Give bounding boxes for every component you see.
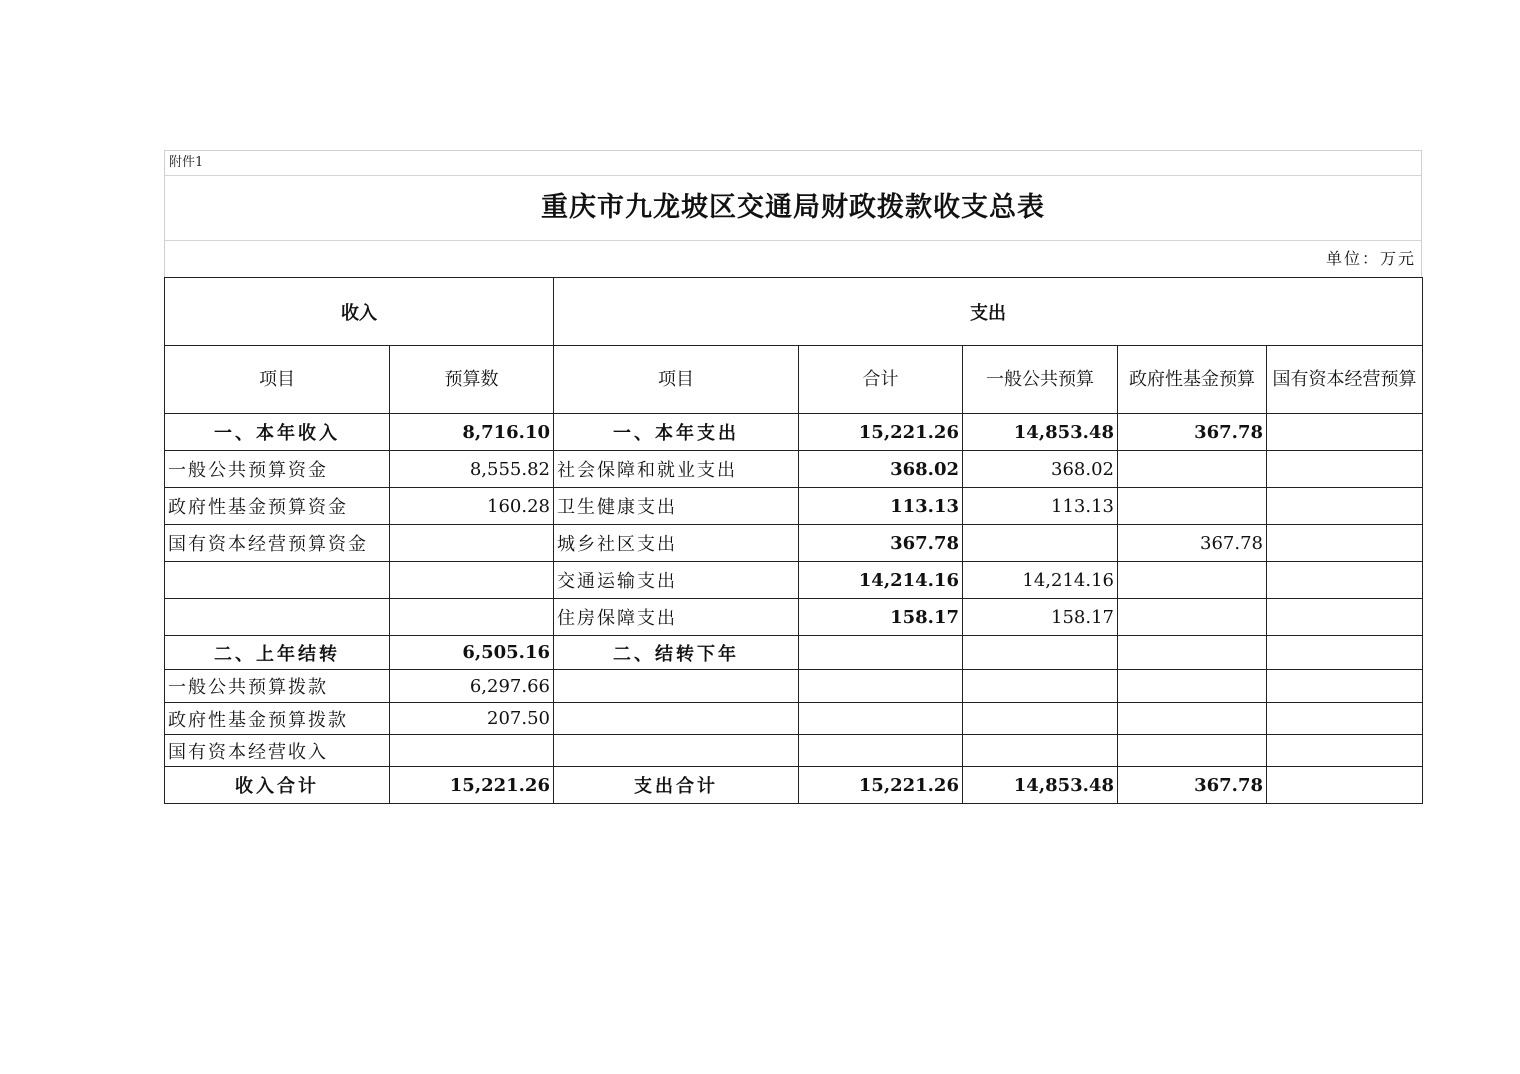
gov-fund-cell: [1118, 562, 1267, 599]
income-value-cell: [390, 599, 554, 636]
income-item-cell: 政府性基金预算拨款: [165, 703, 390, 735]
table-row: [165, 599, 1423, 636]
state-capital-cell: [1267, 670, 1423, 703]
state-capital-cell: [1267, 599, 1423, 636]
table-row: [165, 767, 1423, 804]
income-budget-header: 预算数: [390, 346, 554, 414]
general-budget-header: 一般公共预算: [963, 346, 1118, 414]
table-body: [165, 414, 1423, 804]
general-budget-cell: [963, 525, 1118, 562]
gov-fund-cell: [1118, 599, 1267, 636]
expense-item-cell: 二、结转下年: [554, 636, 799, 670]
expense-item-cell: [554, 670, 799, 703]
total-cell: 15,221.26: [799, 767, 963, 804]
total-cell: 14,214.16: [799, 562, 963, 599]
income-value-cell: 6,297.66: [390, 670, 554, 703]
income-value-cell: 207.50: [390, 703, 554, 735]
expense-item-cell: 城乡社区支出: [554, 525, 799, 562]
total-cell: 113.13: [799, 488, 963, 525]
column-header-row: [165, 346, 1423, 414]
income-value-cell: [390, 525, 554, 562]
total-cell: [799, 735, 963, 767]
table-row: [165, 562, 1423, 599]
table-row: [165, 670, 1423, 703]
income-value-cell: 6,505.16: [390, 636, 554, 670]
state-capital-cell: [1267, 525, 1423, 562]
income-item-cell: [165, 562, 390, 599]
total-cell: [799, 670, 963, 703]
total-cell: [799, 703, 963, 735]
expense-item-cell: 支出合计: [554, 767, 799, 804]
expense-item-header: 项目: [554, 346, 799, 414]
gov-fund-cell: 367.78: [1118, 414, 1267, 451]
total-header: 合计: [799, 346, 963, 414]
income-item-cell: 国有资本经营收入: [165, 735, 390, 767]
income-value-cell: 15,221.26: [390, 767, 554, 804]
expense-item-cell: [554, 735, 799, 767]
income-section-header: 收入: [165, 278, 554, 346]
general-budget-cell: [963, 636, 1118, 670]
gov-fund-cell: [1118, 451, 1267, 488]
table-row: [165, 488, 1423, 525]
state-capital-cell: [1267, 703, 1423, 735]
state-capital-cell: [1267, 488, 1423, 525]
state-capital-cell: [1267, 735, 1423, 767]
general-budget-cell: 158.17: [963, 599, 1118, 636]
total-cell: 368.02: [799, 451, 963, 488]
income-value-cell: [390, 562, 554, 599]
state-capital-cell: [1267, 451, 1423, 488]
general-budget-cell: [963, 670, 1118, 703]
state-capital-cell: [1267, 562, 1423, 599]
budget-sheet: [164, 150, 1422, 804]
gov-fund-cell: [1118, 703, 1267, 735]
state-capital-budget-header: 国有资本经营预算: [1267, 346, 1423, 414]
page-title: 重庆市九龙坡区交通局财政拨款收支总表: [165, 176, 1421, 241]
gov-fund-budget-header: 政府性基金预算: [1118, 346, 1267, 414]
general-budget-cell: 14,214.16: [963, 562, 1118, 599]
income-value-cell: [390, 735, 554, 767]
table-row: [165, 414, 1423, 451]
table-row: [165, 703, 1423, 735]
gov-fund-cell: [1118, 735, 1267, 767]
total-cell: [799, 636, 963, 670]
sheet-header: [164, 150, 1422, 277]
expense-section-header: 支出: [554, 278, 1423, 346]
general-budget-cell: 14,853.48: [963, 767, 1118, 804]
table-row: [165, 525, 1423, 562]
expense-item-cell: 交通运输支出: [554, 562, 799, 599]
income-item-cell: 一般公共预算拨款: [165, 670, 390, 703]
income-item-cell: 国有资本经营预算资金: [165, 525, 390, 562]
income-value-cell: 160.28: [390, 488, 554, 525]
table-row: [165, 735, 1423, 767]
income-item-header: 项目: [165, 346, 390, 414]
table-row: [165, 636, 1423, 670]
attachment-label: 附件1: [165, 151, 1421, 176]
general-budget-cell: 113.13: [963, 488, 1118, 525]
general-budget-cell: [963, 735, 1118, 767]
income-item-cell: 二、上年结转: [165, 636, 390, 670]
total-cell: 367.78: [799, 525, 963, 562]
gov-fund-cell: [1118, 488, 1267, 525]
income-value-cell: 8,716.10: [390, 414, 554, 451]
income-item-cell: 一、本年收入: [165, 414, 390, 451]
table-row: [165, 451, 1423, 488]
general-budget-cell: 368.02: [963, 451, 1118, 488]
expense-item-cell: 一、本年支出: [554, 414, 799, 451]
total-cell: 158.17: [799, 599, 963, 636]
income-item-cell: 收入合计: [165, 767, 390, 804]
expense-item-cell: 卫生健康支出: [554, 488, 799, 525]
general-budget-cell: [963, 703, 1118, 735]
income-item-cell: [165, 599, 390, 636]
gov-fund-cell: [1118, 636, 1267, 670]
section-header-row: [165, 278, 1423, 346]
state-capital-cell: [1267, 767, 1423, 804]
general-budget-cell: 14,853.48: [963, 414, 1118, 451]
gov-fund-cell: 367.78: [1118, 525, 1267, 562]
expense-item-cell: [554, 703, 799, 735]
income-item-cell: 一般公共预算资金: [165, 451, 390, 488]
expense-item-cell: 社会保障和就业支出: [554, 451, 799, 488]
total-cell: 15,221.26: [799, 414, 963, 451]
income-value-cell: 8,555.82: [390, 451, 554, 488]
unit-label: 单位：万元: [1325, 249, 1416, 268]
budget-table: [164, 277, 1423, 804]
state-capital-cell: [1267, 414, 1423, 451]
gov-fund-cell: 367.78: [1118, 767, 1267, 804]
gov-fund-cell: [1118, 670, 1267, 703]
income-item-cell: 政府性基金预算资金: [165, 488, 390, 525]
expense-item-cell: 住房保障支出: [554, 599, 799, 636]
state-capital-cell: [1267, 636, 1423, 670]
